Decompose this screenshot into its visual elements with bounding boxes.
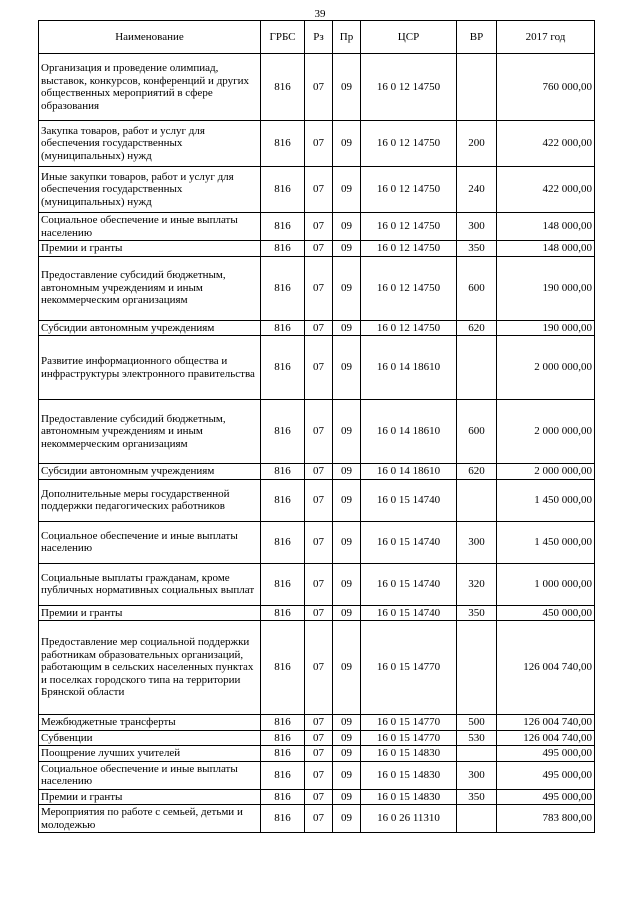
table-row: [39, 479, 595, 521]
cell-pr: 09: [333, 479, 361, 521]
cell-rz: 07: [305, 605, 333, 621]
cell-csr: 16 0 12 14750: [361, 121, 457, 167]
cell-pr: 09: [333, 621, 361, 715]
header-name: Наименование: [39, 21, 261, 54]
cell-csr: 16 0 12 14750: [361, 320, 457, 336]
cell-grbs: 816: [261, 746, 305, 762]
cell-csr: 16 0 15 14830: [361, 789, 457, 805]
cell-amount: 126 004 740,00: [497, 621, 595, 715]
cell-rz: 07: [305, 464, 333, 480]
cell-amount: 1 000 000,00: [497, 563, 595, 605]
cell-rz: 07: [305, 121, 333, 167]
page-number: 39: [314, 8, 326, 20]
header-row: [39, 21, 595, 54]
cell-name: Премии и гранты: [39, 789, 261, 805]
cell-name: Мероприятия по работе с семьей, детьми и молодежью: [39, 805, 261, 833]
cell-vr: [457, 336, 497, 400]
cell-csr: 16 0 12 14750: [361, 54, 457, 121]
cell-grbs: 816: [261, 715, 305, 731]
cell-csr: 16 0 15 14740: [361, 479, 457, 521]
cell-vr: [457, 805, 497, 833]
table-row: [39, 320, 595, 336]
table-row: [39, 805, 595, 833]
cell-pr: 09: [333, 400, 361, 464]
header-rz: Рз: [305, 21, 333, 54]
table-row: [39, 256, 595, 320]
cell-pr: 09: [333, 563, 361, 605]
cell-csr: 16 0 15 14740: [361, 605, 457, 621]
cell-vr: 500: [457, 715, 497, 731]
cell-vr: 620: [457, 464, 497, 480]
table-row: [39, 715, 595, 731]
cell-pr: 09: [333, 805, 361, 833]
table-row: [39, 241, 595, 257]
table-row: [39, 521, 595, 563]
cell-rz: 07: [305, 746, 333, 762]
cell-name: Иные закупки товаров, работ и услуг для обеспечения государственных (муниципальных) нужд: [39, 167, 261, 213]
cell-grbs: 816: [261, 521, 305, 563]
cell-rz: 07: [305, 805, 333, 833]
cell-amount: 422 000,00: [497, 167, 595, 213]
budget-table: [38, 20, 595, 833]
cell-rz: 07: [305, 521, 333, 563]
cell-name: Субсидии автономным учреждениям: [39, 464, 261, 480]
cell-pr: 09: [333, 789, 361, 805]
cell-rz: 07: [305, 761, 333, 789]
cell-name: Поощрение лучших учителей: [39, 746, 261, 762]
cell-amount: 148 000,00: [497, 241, 595, 257]
cell-name: Развитие информационного общества и инфраструктуры электронного правительства: [39, 336, 261, 400]
cell-name: Предоставление субсидий бюджетным, автономным учреждениям и иным некоммерческим организациям: [39, 256, 261, 320]
cell-vr: [457, 621, 497, 715]
cell-vr: 300: [457, 761, 497, 789]
cell-vr: 600: [457, 400, 497, 464]
cell-name: Премии и гранты: [39, 241, 261, 257]
cell-rz: 07: [305, 621, 333, 715]
table-row: [39, 605, 595, 621]
cell-amount: 126 004 740,00: [497, 715, 595, 731]
cell-vr: 350: [457, 605, 497, 621]
cell-rz: 07: [305, 715, 333, 731]
cell-rz: 07: [305, 167, 333, 213]
cell-pr: 09: [333, 121, 361, 167]
table-row: [39, 213, 595, 241]
cell-amount: 760 000,00: [497, 54, 595, 121]
cell-name: Организация и проведение олимпиад, выставок, конкурсов, конференций и других общественных мероприятий в сфере образования: [39, 54, 261, 121]
cell-amount: 1 450 000,00: [497, 521, 595, 563]
cell-amount: 148 000,00: [497, 213, 595, 241]
cell-rz: 07: [305, 336, 333, 400]
cell-csr: 16 0 14 18610: [361, 464, 457, 480]
cell-csr: 16 0 14 18610: [361, 400, 457, 464]
cell-pr: 09: [333, 320, 361, 336]
cell-grbs: 816: [261, 789, 305, 805]
cell-pr: 09: [333, 605, 361, 621]
table-row: [39, 621, 595, 715]
cell-vr: 200: [457, 121, 497, 167]
cell-grbs: 816: [261, 730, 305, 746]
cell-name: Предоставление мер социальной поддержки работникам образовательных организаций, работающим в сельских населенных пунктах и поселках городского типа на территории Брянской области: [39, 621, 261, 715]
cell-grbs: 816: [261, 805, 305, 833]
cell-grbs: 816: [261, 336, 305, 400]
cell-name: Премии и гранты: [39, 605, 261, 621]
cell-grbs: 816: [261, 213, 305, 241]
cell-name: Закупка товаров, работ и услуг для обеспечения государственных (муниципальных) нужд: [39, 121, 261, 167]
cell-csr: 16 0 12 14750: [361, 167, 457, 213]
cell-rz: 07: [305, 241, 333, 257]
cell-csr: 16 0 15 14740: [361, 563, 457, 605]
table-row: [39, 563, 595, 605]
cell-name: Субвенции: [39, 730, 261, 746]
cell-pr: 09: [333, 213, 361, 241]
cell-pr: 09: [333, 256, 361, 320]
cell-csr: 16 0 15 14770: [361, 715, 457, 731]
cell-name: Субсидии автономным учреждениям: [39, 320, 261, 336]
cell-vr: [457, 54, 497, 121]
cell-grbs: 816: [261, 121, 305, 167]
cell-amount: 422 000,00: [497, 121, 595, 167]
cell-vr: 530: [457, 730, 497, 746]
header-csr: ЦСР: [361, 21, 457, 54]
cell-amount: 495 000,00: [497, 789, 595, 805]
table-row: [39, 464, 595, 480]
table-row: [39, 400, 595, 464]
cell-rz: 07: [305, 213, 333, 241]
cell-rz: 07: [305, 789, 333, 805]
cell-vr: 600: [457, 256, 497, 320]
cell-rz: 07: [305, 320, 333, 336]
table-row: [39, 730, 595, 746]
cell-grbs: 816: [261, 464, 305, 480]
cell-amount: 190 000,00: [497, 320, 595, 336]
cell-vr: 300: [457, 213, 497, 241]
table-row: [39, 54, 595, 121]
cell-pr: 09: [333, 746, 361, 762]
cell-pr: 09: [333, 730, 361, 746]
cell-rz: 07: [305, 256, 333, 320]
cell-amount: 1 450 000,00: [497, 479, 595, 521]
cell-pr: 09: [333, 761, 361, 789]
cell-name: Дополнительные меры государственной поддержки педагогических работников: [39, 479, 261, 521]
cell-pr: 09: [333, 521, 361, 563]
cell-amount: 495 000,00: [497, 761, 595, 789]
cell-vr: 320: [457, 563, 497, 605]
table-row: [39, 336, 595, 400]
cell-vr: 620: [457, 320, 497, 336]
cell-vr: [457, 746, 497, 762]
cell-pr: 09: [333, 464, 361, 480]
cell-amount: 2 000 000,00: [497, 336, 595, 400]
cell-amount: 495 000,00: [497, 746, 595, 762]
cell-rz: 07: [305, 54, 333, 121]
cell-rz: 07: [305, 479, 333, 521]
cell-pr: 09: [333, 241, 361, 257]
cell-vr: 240: [457, 167, 497, 213]
cell-vr: [457, 479, 497, 521]
cell-csr: 16 0 15 14770: [361, 730, 457, 746]
cell-grbs: 816: [261, 479, 305, 521]
cell-csr: 16 0 12 14750: [361, 241, 457, 257]
cell-amount: 126 004 740,00: [497, 730, 595, 746]
table-row: [39, 746, 595, 762]
cell-csr: 16 0 14 18610: [361, 336, 457, 400]
cell-csr: 16 0 26 11310: [361, 805, 457, 833]
cell-grbs: 816: [261, 400, 305, 464]
cell-pr: 09: [333, 336, 361, 400]
table-row: [39, 121, 595, 167]
cell-pr: 09: [333, 54, 361, 121]
cell-csr: 16 0 15 14830: [361, 746, 457, 762]
cell-vr: 350: [457, 789, 497, 805]
header-pr: Пр: [333, 21, 361, 54]
cell-amount: 450 000,00: [497, 605, 595, 621]
cell-rz: 07: [305, 563, 333, 605]
cell-grbs: 816: [261, 167, 305, 213]
cell-grbs: 816: [261, 761, 305, 789]
header-year: 2017 год: [497, 21, 595, 54]
cell-csr: 16 0 12 14750: [361, 256, 457, 320]
cell-grbs: 816: [261, 605, 305, 621]
cell-vr: 300: [457, 521, 497, 563]
cell-rz: 07: [305, 730, 333, 746]
cell-csr: 16 0 15 14830: [361, 761, 457, 789]
cell-pr: 09: [333, 167, 361, 213]
cell-grbs: 816: [261, 320, 305, 336]
cell-name: Социальное обеспечение и иные выплаты населению: [39, 761, 261, 789]
header-grbs: ГРБС: [261, 21, 305, 54]
cell-csr: 16 0 15 14770: [361, 621, 457, 715]
cell-amount: 2 000 000,00: [497, 400, 595, 464]
cell-name: Предоставление субсидий бюджетным, автономным учреждениям и иным некоммерческим организациям: [39, 400, 261, 464]
cell-vr: 350: [457, 241, 497, 257]
table-row: [39, 789, 595, 805]
cell-csr: 16 0 12 14750: [361, 213, 457, 241]
cell-csr: 16 0 15 14740: [361, 521, 457, 563]
cell-name: Межбюджетные трансферты: [39, 715, 261, 731]
cell-amount: 2 000 000,00: [497, 464, 595, 480]
table-row: [39, 167, 595, 213]
cell-grbs: 816: [261, 54, 305, 121]
cell-grbs: 816: [261, 621, 305, 715]
cell-grbs: 816: [261, 563, 305, 605]
cell-rz: 07: [305, 400, 333, 464]
table-row: [39, 761, 595, 789]
cell-name: Социальное обеспечение и иные выплаты населению: [39, 213, 261, 241]
cell-name: Социальные выплаты гражданам, кроме публичных нормативных социальных выплат: [39, 563, 261, 605]
cell-amount: 783 800,00: [497, 805, 595, 833]
cell-grbs: 816: [261, 256, 305, 320]
cell-name: Социальное обеспечение и иные выплаты населению: [39, 521, 261, 563]
cell-grbs: 816: [261, 241, 305, 257]
cell-amount: 190 000,00: [497, 256, 595, 320]
header-vr: ВР: [457, 21, 497, 54]
cell-pr: 09: [333, 715, 361, 731]
